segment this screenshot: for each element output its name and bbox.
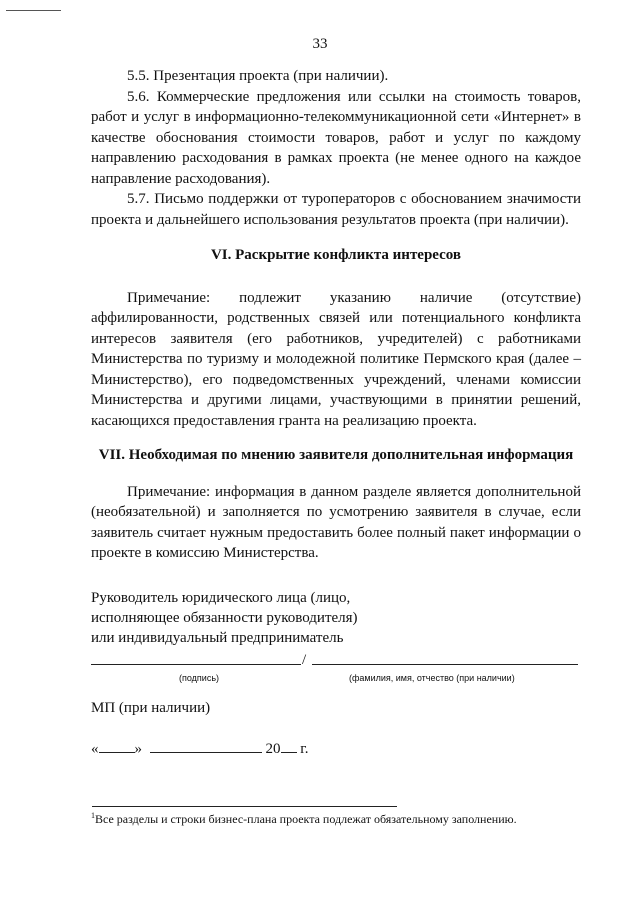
top-edge-rule — [6, 10, 61, 11]
section-6-note: Примечание: подлежит указанию наличие (отсутствие) аффилированности, родственных связей или потенциального конфликта интересов заявителя (его работников, учредителей) с работниками Министерства по туризму и молодежной политике Пермского края (далее – Министерство), его подведомственных учреждений, членами комиссии Министерства и другими лицами, участвующими в принятии решений, касающихся предоставления гранта на реализацию проекта. — [91, 289, 581, 429]
full-name-line — [312, 664, 578, 665]
signature-line — [91, 664, 301, 665]
signature-captions — [91, 668, 581, 682]
section-7-heading: VII. Необходимая по мнению заявителя дополнительная информация — [98, 447, 574, 463]
footnote-rule — [92, 806, 397, 807]
full-name-caption: (фамилия, имя, отчество (при наличии) — [349, 672, 515, 683]
section-7-note: Примечание: информация в данном разделе является дополнительной (необязательной) и заполняется по усмотрению заявителя в случае, если заявитель считает нужным предоставить более полный пакет информации о проекте в комиссию Министерства. — [91, 483, 581, 561]
year-prefix: 20 — [265, 741, 281, 757]
item-5-6: 5.6. Коммерческие предложения или ссылки на стоимость товаров, работ и услуг в информационно-телекоммуникационной сети «Интернет» в качестве обоснования стоимости товаров, работ и услуг по каждому направлению расходования в рамках проекта (не менее одного на каждое направление расходования). — [91, 88, 581, 187]
footnote-marker: 1 — [91, 811, 95, 820]
stamp-label: МП (при наличии) — [91, 699, 211, 716]
day-blank — [99, 738, 135, 753]
footnote — [91, 808, 581, 827]
section-6-heading: VI. Раскрытие конфликта интересов — [210, 247, 462, 263]
page-content — [91, 66, 581, 760]
item-5-5: 5.5. Презентация проекта (при наличии). — [127, 68, 389, 84]
footnote-text: Все разделы и строки бизнес-плана проекта подлежат обязательному заполнению. — [95, 812, 517, 826]
date-row — [91, 738, 581, 760]
page-number: 33 — [312, 36, 328, 52]
signature-slash: / — [302, 651, 307, 668]
item-5-7: 5.7. Письмо поддержки от туроператоров с обоснованием значимости проекта и дальнейшего использования результатов проекта (при наличии). — [91, 191, 581, 228]
date-open-quote: « — [91, 741, 99, 757]
year-suffix: г. — [296, 741, 309, 757]
signatory-title: Руководитель юридического лица (лицо, исполняющее обязанности руководителя) или индивидуальный предприниматель — [91, 589, 358, 646]
date-close-quote: » — [134, 741, 142, 757]
year-blank — [281, 738, 297, 753]
signature-caption: (подпись) — [179, 672, 220, 683]
month-blank — [150, 738, 262, 753]
